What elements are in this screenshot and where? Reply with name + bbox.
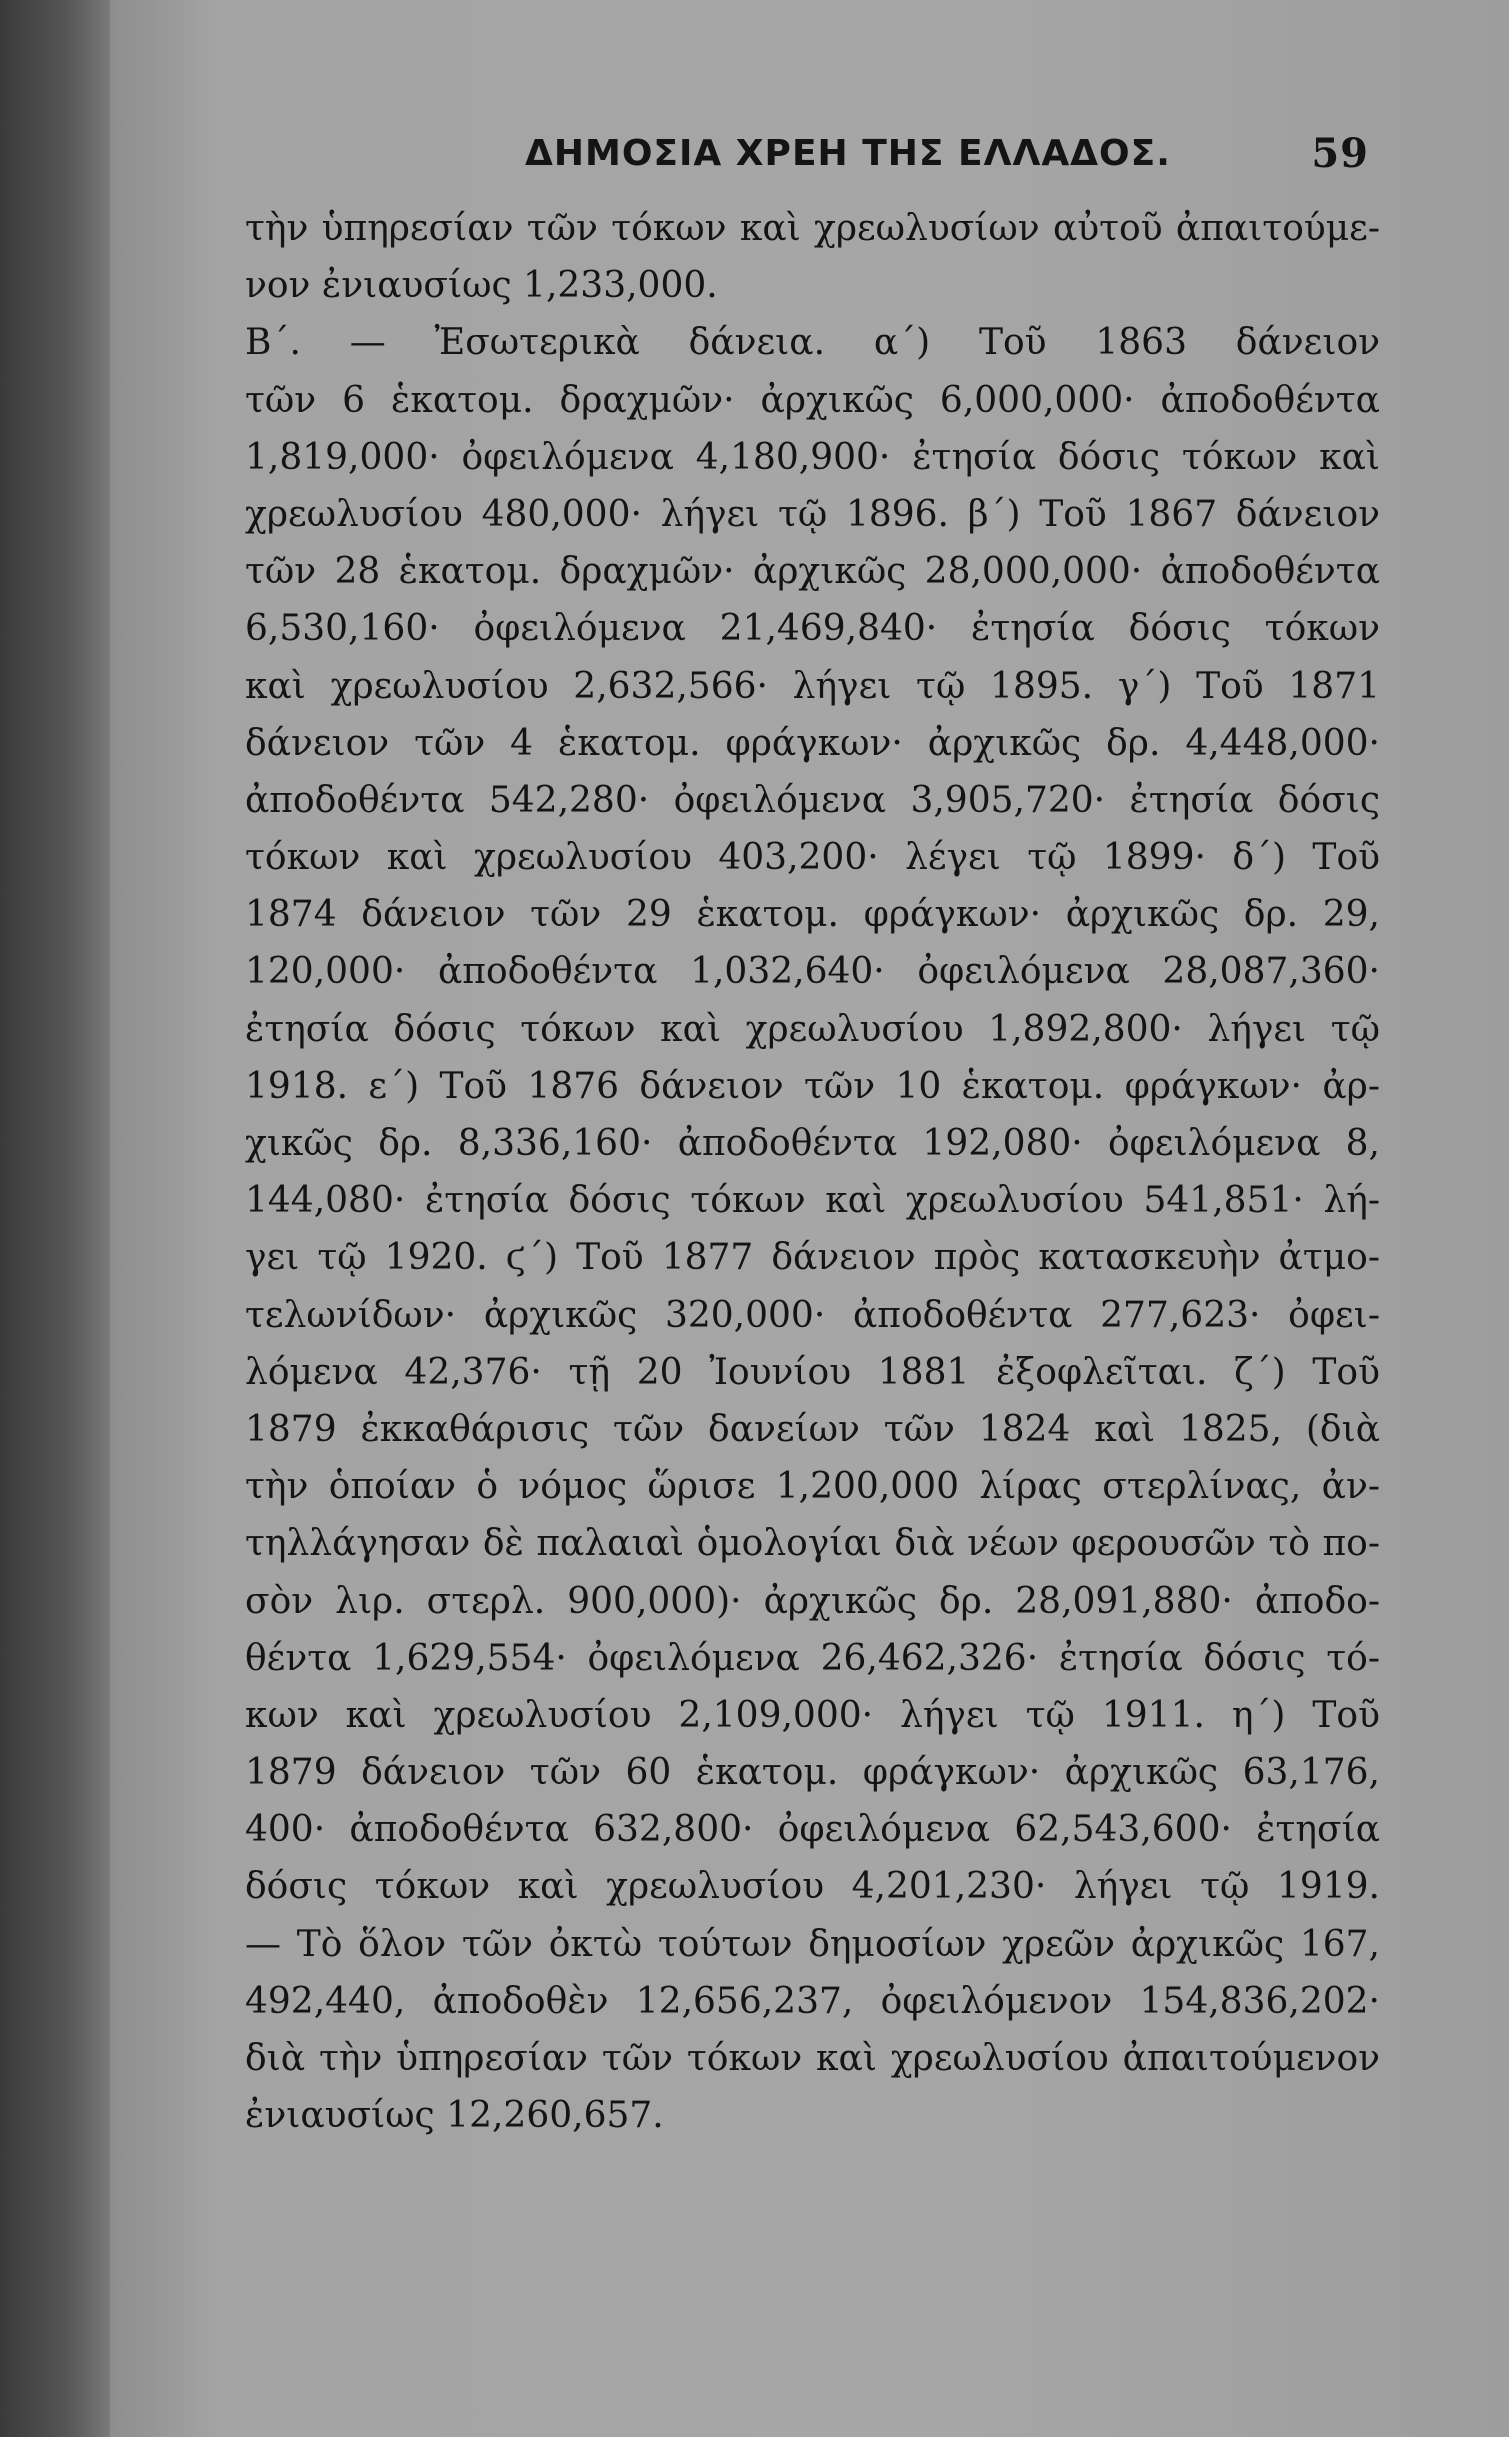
text-line: 400· ἀποδοθέντα 632,800· ὀφειλόμενα 62,543,600· ἐτησία — [245, 1809, 1380, 1851]
text-line: 1,819,000· ὀφειλόμενα 4,180,900· ἐτησία δόσις τόκων καὶ — [245, 436, 1380, 478]
text-line: λόμενα 42,376· τῇ 20 Ἰουνίου 1881 ἐξοφλεῖται. ζ΄) Τοῦ — [245, 1351, 1380, 1393]
text-line: 1879 δάνειον τῶν 60 ἑκατομ. φράγκων· ἀρχικῶς 63,176, — [245, 1752, 1380, 1794]
text-line: σὸν λιρ. στερλ. 900,000)· ἀρχικῶς δρ. 28,091,880· ἀποδο- — [245, 1580, 1380, 1622]
text-line: 1918. ε΄) Τοῦ 1876 δάνειον τῶν 10 ἑκατομ. φράγκων· ἀρ- — [245, 1065, 1380, 1107]
text-line: τελωνίδων· ἀρχικῶς 320,000· ἀποδοθέντα 277,623· ὀφει- — [245, 1294, 1380, 1336]
text-line: τὴν ὑπηρεσίαν τῶν τόκων καὶ χρεωλυσίων αὐτοῦ ἀπαιτούμε- — [245, 208, 1380, 249]
text-line: Β΄. — Ἐσωτερικὰ δάνεια. α΄) Τοῦ 1863 δάνειον — [245, 322, 1380, 364]
text-line: 492,440, ἀποδοθὲν 12,656,237, ὀφειλόμενον 154,836,202· — [245, 1980, 1380, 2022]
text-line: ἐνιαυσίως 12,260,657. — [245, 2095, 664, 2137]
text-line: διὰ τὴν ὑπηρεσίαν τῶν τόκων καὶ χρεωλυσίου ἀπαιτούμενον — [245, 2038, 1380, 2079]
page-number: 59 — [1311, 129, 1369, 177]
text-line: δόσις τόκων καὶ χρεωλυσίου 4,201,230· λήγει τῷ 1919. — [245, 1866, 1380, 1908]
body-text — [245, 200, 1380, 2144]
running-title: ΔΗΜΟΣΙΑ ΧΡΕΗ ΤΗΣ ΕΛΛΑΔΟΣ. — [525, 132, 1171, 174]
text-line: ἐτησία δόσις τόκων καὶ χρεωλυσίου 1,892,800· λήγει τῷ — [245, 1008, 1380, 1050]
running-header — [525, 128, 1369, 178]
text-line: τῶν 6 ἑκατομ. δραχμῶν· ἀρχικῶς 6,000,000· ἀποδοθέντα — [245, 379, 1380, 421]
text-line: τόκων καὶ χρεωλυσίου 403,200· λέγει τῷ 1899· δ΄) Τοῦ — [245, 837, 1380, 879]
text-line: καὶ χρεωλυσίου 2,632,566· λήγει τῷ 1895. γ΄) Τοῦ 1871 — [245, 665, 1380, 707]
text-line: χικῶς δρ. 8,336,160· ἀποδοθέντα 192,080· ὀφειλόμενα 8, — [245, 1123, 1380, 1164]
text-line: 1874 δάνειον τῶν 29 ἑκατομ. φράγκων· ἀρχικῶς δρ. 29, — [245, 894, 1380, 936]
text-line: 120,000· ἀποδοθέντα 1,032,640· ὀφειλόμενα 28,087,360· — [245, 951, 1380, 993]
text-line: νον ἐνιαυσίως 1,233,000. — [245, 265, 718, 307]
book-spine-shadow — [0, 0, 110, 2437]
text-line: γει τῷ 1920. ϛ΄) Τοῦ 1877 δάνειον πρὸς κατασκευὴν ἀτμο- — [245, 1237, 1380, 1279]
text-line: τηλλάγησαν δὲ παλαιαὶ ὁμολογίαι διὰ νέων φερουσῶν τὸ πο- — [245, 1523, 1380, 1565]
text-line: 6,530,160· ὀφειλόμενα 21,469,840· ἐτησία δόσις τόκων — [245, 608, 1380, 650]
text-line: θέντα 1,629,554· ὀφειλόμενα 26,462,326· ἐτησία δόσις τό- — [245, 1637, 1380, 1679]
text-line: δάνειον τῶν 4 ἑκατομ. φράγκων· ἀρχικῶς δρ. 4,448,000· — [245, 722, 1380, 764]
text-line: 1879 ἐκκαθάρισις τῶν δανείων τῶν 1824 καὶ 1825, (διὰ — [245, 1408, 1380, 1450]
text-line: 144,080· ἐτησία δόσις τόκων καὶ χρεωλυσίου 541,851· λή- — [245, 1180, 1380, 1222]
text-line: τῶν 28 ἑκατομ. δραχμῶν· ἀρχικῶς 28,000,000· ἀποδοθέντα — [245, 551, 1380, 593]
text-line: χρεωλυσίου 480,000· λήγει τῷ 1896. β΄) Τοῦ 1867 δάνειον — [245, 493, 1380, 535]
text-line: — Τὸ ὅλον τῶν ὀκτὼ τούτων δημοσίων χρεῶν ἀρχικῶς 167, — [245, 1923, 1380, 1965]
text-line: κων καὶ χρεωλυσίου 2,109,000· λήγει τῷ 1911. η΄) Τοῦ — [245, 1694, 1380, 1736]
text-line: τὴν ὁποίαν ὁ νόμος ὥρισε 1,200,000 λίρας στερλίνας, ἀν- — [245, 1466, 1380, 1508]
text-line: ἀποδοθέντα 542,280· ὀφειλόμενα 3,905,720· ἐτησία δόσις — [245, 779, 1380, 821]
